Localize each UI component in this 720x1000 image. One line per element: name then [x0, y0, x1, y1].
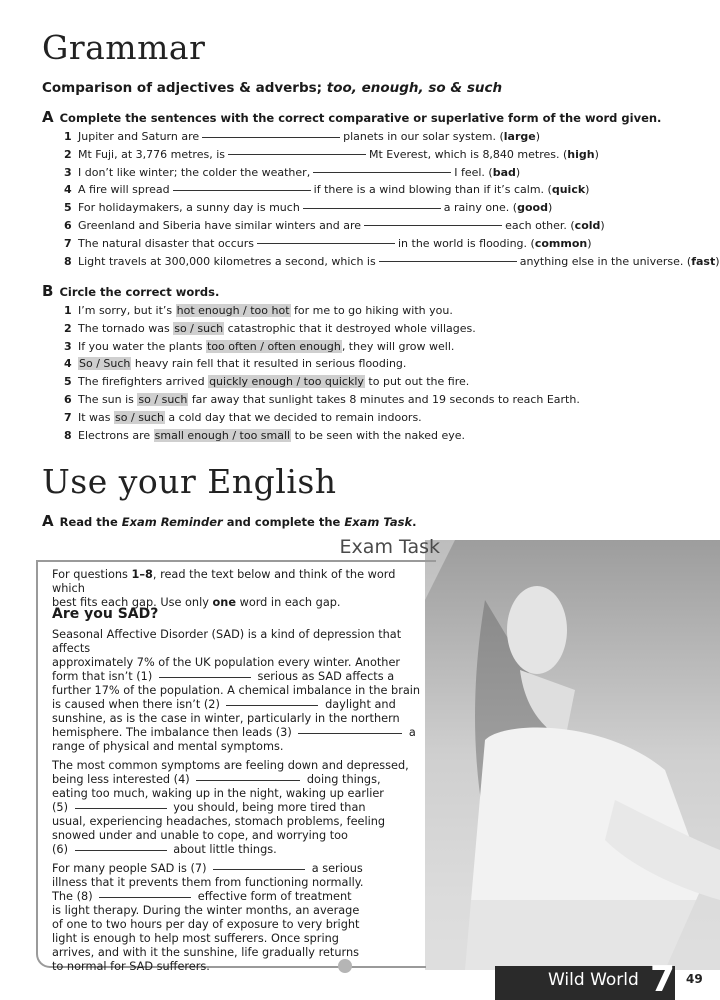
answer-blank[interactable] — [313, 172, 451, 173]
list-item: 2 Mt Fuji, at 3,776 metres, is Mt Everest, which is 8,840 metres. (high) — [64, 147, 599, 161]
use-english-title: Use your English — [42, 462, 337, 501]
part-a-letter: A — [42, 108, 54, 126]
gap-1[interactable] — [159, 677, 251, 678]
list-item: 8 Electrons are small enough / too small to be seen with the naked eye. — [64, 428, 465, 442]
gap-6[interactable] — [75, 850, 167, 851]
list-item: 6 The sun is so / such far away that sunlight takes 8 minutes and 19 seconds to reach Earth. — [64, 392, 580, 406]
gap-3[interactable] — [298, 733, 402, 734]
part-b-instruction — [42, 282, 219, 300]
list-item: 3 If you water the plants too often / often enough, they will grow well. — [64, 339, 455, 353]
word-choice[interactable]: small enough / too small — [154, 428, 291, 442]
box-end-knob — [338, 959, 352, 973]
exam-intro: For questions 1–8, read the text below and think of the word which best fits each gap. Use only one word in each gap. — [52, 568, 396, 609]
answer-blank[interactable] — [173, 190, 311, 191]
word-choice[interactable]: so / such — [174, 321, 224, 335]
gap-8[interactable] — [99, 897, 191, 898]
list-item: 5 The firefighters arrived quickly enough / too quickly to put out the fire. — [64, 375, 470, 389]
part-a-instruction-text: Complete the sentences with the correct comparative or superlative form of the word given. — [59, 111, 662, 125]
photo-illustration — [425, 540, 720, 970]
part-b-instruction-text: Circle the correct words. — [59, 285, 220, 299]
list-item: 3 I don’t like winter; the colder the weather, I feel. (bad) — [64, 165, 521, 179]
answer-blank[interactable] — [364, 225, 502, 226]
exam-task-tab — [290, 536, 440, 558]
exam-heading: Are you SAD? — [52, 606, 159, 622]
list-item: 4 So / Such heavy rain fell that it resulted in serious flooding. — [64, 357, 407, 371]
gap-4[interactable] — [196, 780, 300, 781]
woman-photo — [425, 540, 720, 970]
part-a-list — [64, 128, 720, 270]
list-item: 1 Jupiter and Saturn are planets in our solar system. (large) — [64, 130, 541, 143]
list-item: 5 For holidaymakers, a sunny day is much a rainy one. (good) — [64, 201, 553, 215]
list-item: 2 The tornado was so / such catastrophic that it destroyed whole villages. — [64, 321, 476, 335]
grammar-subtitle — [42, 80, 502, 96]
gap-2[interactable] — [226, 705, 318, 706]
gap-5[interactable] — [75, 808, 167, 809]
word-choice[interactable]: quickly enough / too quickly — [209, 375, 364, 389]
word-choice[interactable]: so / such — [115, 410, 164, 424]
list-item: 7 The natural disaster that occurs in the world is flooding. (common) — [64, 236, 592, 250]
unit-number: 7 — [650, 959, 676, 1000]
subtitle-italic: too, enough, so & such — [326, 80, 503, 96]
part-a-instruction — [42, 108, 661, 126]
word-choice[interactable]: hot enough / too hot — [176, 304, 290, 317]
unit-label: Wild World — [548, 970, 639, 990]
word-choice[interactable]: So / Such — [79, 357, 131, 371]
exam-text: Seasonal Affective Disorder (SAD) is a kind of depression that affects approximately 7% of the UK population every winter. Another form that isn’t (1) serious as SAD affects a further 17% of the population. A chemical imbalance in the brain is caused when there isn’t (2) daylight and sunshine, as is the case in winter, particularly in the northern hemisphere. The imbalance then leads (3) a range of physical and mental symptoms. The most common symptoms are feeling down and depressed, being less interested (4) doing things, eating too much, waking up in the night, waking up earlier (5) you should, being more tired than usual, experiencing headaches, stomach problems, feeling snowed under and unable to cope, and worrying too (6) about little things. For many people SAD is (7) a serious illness that it prevents them from functioning normally. The (8) effective form of treatment is light therapy. During the winter months, an average of one to two hours per day of exposure to very bright light is enough to help most sufferers. Once spring arrives, and with it the sunshine, life gradually returns to normal for SAD sufferers. — [52, 628, 421, 973]
list-item: 4 A fire will spread if there is a wind blowing than if it’s calm. (quick) — [64, 183, 590, 197]
answer-blank[interactable] — [257, 243, 395, 244]
list-item: 6 Greenland and Siberia have similar winters and are each other. (cold) — [64, 218, 605, 232]
list-item: 8 Light travels at 300,000 kilometres a second, which is anything else in the universe. (fast) — [64, 254, 720, 268]
word-choice[interactable]: too often / often enough — [207, 339, 341, 353]
use-english-instruction: A Read the Exam Reminder and complete the Exam Task. — [42, 512, 417, 530]
answer-blank[interactable] — [228, 154, 366, 155]
part-b-list — [64, 302, 580, 444]
page-number: 49 — [686, 972, 703, 986]
answer-blank[interactable] — [303, 208, 441, 209]
gap-7[interactable] — [213, 869, 305, 870]
answer-blank[interactable] — [379, 261, 517, 262]
subtitle-plain: Comparison of adjectives & adverbs; — [42, 80, 323, 96]
part-b-letter: B — [42, 282, 54, 300]
use-english-letter: A — [42, 512, 54, 530]
grammar-title: Grammar — [42, 28, 206, 67]
exam-task-label: Exam Task — [339, 536, 440, 558]
list-item: 7 It was so / such a cold day that we decided to remain indoors. — [64, 410, 422, 424]
word-choice[interactable]: so / such — [138, 392, 188, 406]
answer-blank[interactable] — [202, 137, 340, 138]
list-item: 1 I’m sorry, but it’s hot enough / too hot for me to go hiking with you. — [64, 304, 453, 317]
